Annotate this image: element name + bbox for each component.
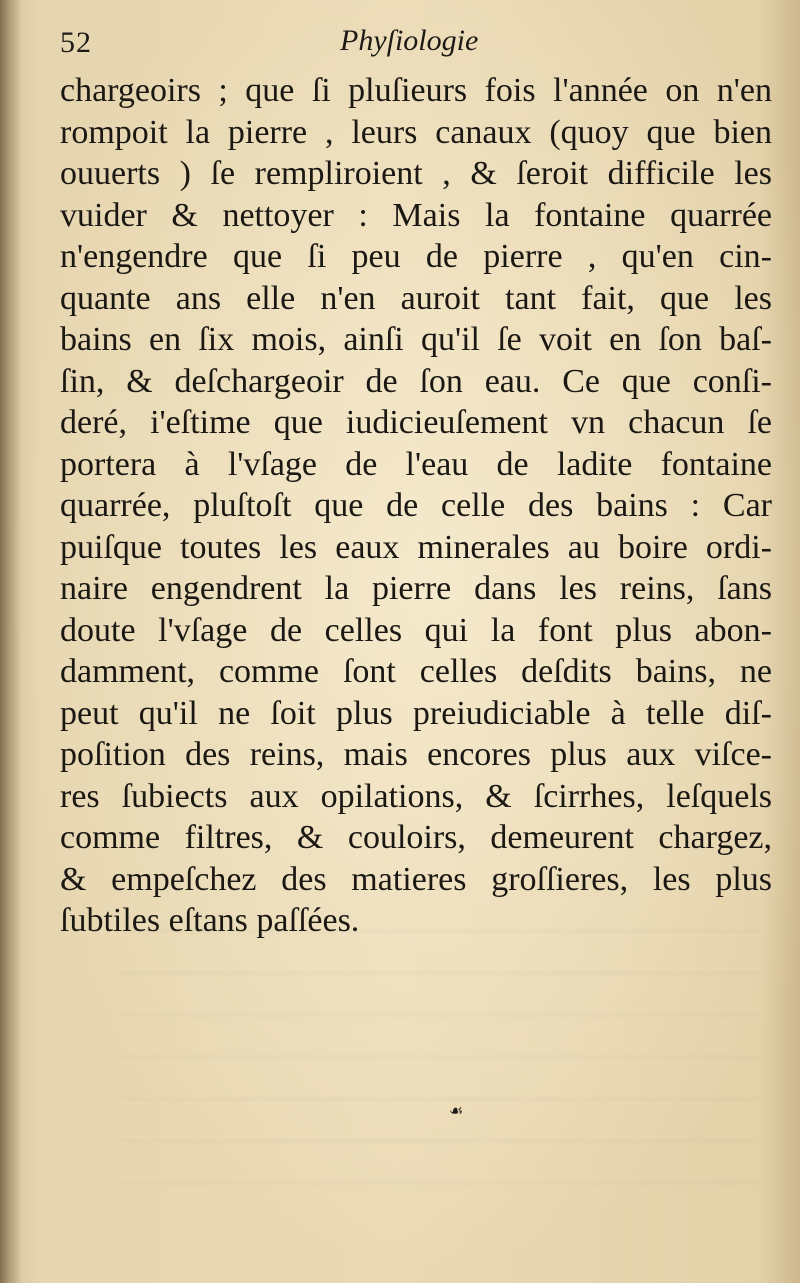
text-line: vuider & nettoyer : Mais la fontaine quarrée	[60, 196, 772, 234]
text-line: doute l'vſage de celles qui la font plus abon-	[60, 611, 772, 649]
text-line: damment, comme ſont celles deſdits bains, ne	[60, 653, 772, 690]
bleed-through-text	[120, 900, 760, 1220]
text-line: poſition des reins, mais encores plus aux viſce-	[60, 736, 772, 773]
gutter-shadow	[0, 0, 22, 1283]
body-paragraph	[60, 70, 772, 942]
text-line: & empeſchez des matieres groſſieres, les plus	[60, 860, 772, 898]
text-line: ouuerts ) ſe rempliroient , & ſeroit difficile les	[60, 155, 772, 192]
text-line: ſin, & deſchargeoir de ſon eau. Ce que conſi-	[60, 362, 772, 400]
text-line: ſubtiles eſtans paſſées.	[60, 902, 360, 939]
text-line: quarrée, pluſtoſt que de celle des bains : Car	[60, 487, 772, 524]
text-line: puiſque toutes les eaux minerales au boire ordi-	[60, 528, 772, 566]
text-line: bains en ſix mois, ainſi qu'il ſe voit en ſon baſ-	[60, 321, 772, 358]
text-line: n'engendre que ſi peu de pierre , qu'en cin-	[60, 238, 772, 275]
text-line: portera à l'vſage de l'eau de ladite fontaine	[60, 445, 772, 483]
text-line: deré, i'eſtime que iudicieuſement vn chacun ſe	[60, 404, 772, 441]
text-line: peut qu'il ne ſoit plus preiudiciable à telle diſ-	[60, 694, 772, 732]
text-line: comme filtres, & couloirs, demeurent chargez,	[60, 819, 772, 856]
text-line: rompoit la pierre , leurs canaux (quoy que bien	[60, 113, 772, 151]
page-number: 52	[60, 26, 92, 59]
ornament-icon: ☙	[449, 1101, 464, 1120]
running-title: Phyſiologie	[340, 24, 479, 57]
text-line: naire engendrent la pierre dans les reins, ſans	[60, 570, 772, 607]
text-line: res ſubiects aux opilations, & ſcirrhes, leſquels	[60, 777, 772, 815]
text-line: quante ans elle n'en auroit tant fait, que les	[60, 279, 772, 317]
text-line: chargeoirs ; que ſi pluſieurs fois l'année on n'en	[60, 72, 772, 109]
